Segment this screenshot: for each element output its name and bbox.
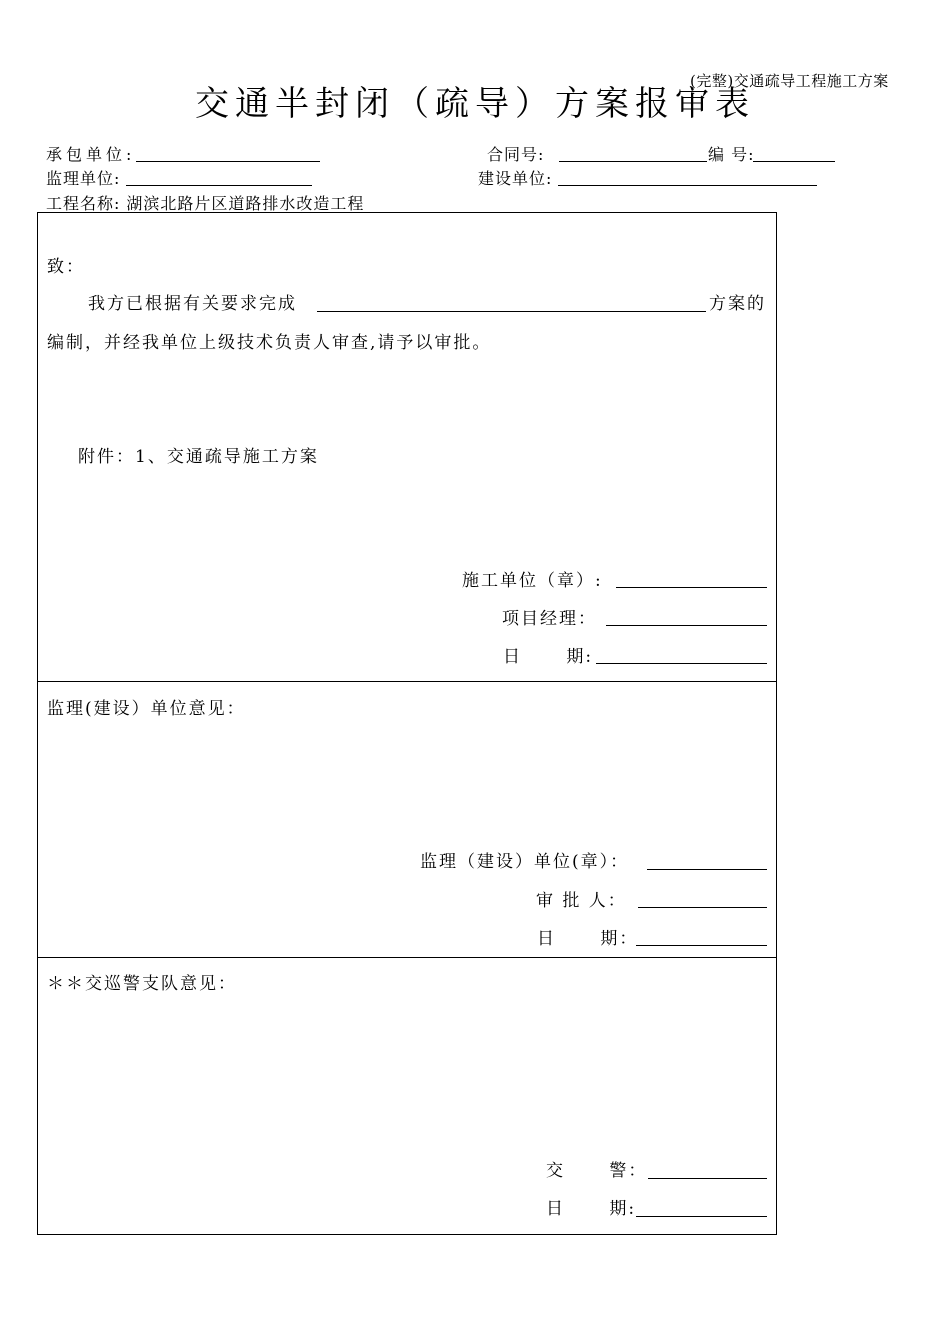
project-name: 湖滨北路片区道路排水改造工程 bbox=[126, 194, 365, 213]
police-date-field[interactable] bbox=[636, 1216, 767, 1217]
to-label: 致： bbox=[47, 257, 85, 277]
sign-manager-label: 项目经理： bbox=[502, 609, 597, 629]
supervision-date-label: 日 期： bbox=[537, 929, 639, 949]
police-heading: ＊＊交巡警支队意见： bbox=[47, 974, 237, 994]
contractor-label bbox=[46, 142, 132, 165]
sign-manager-field[interactable] bbox=[606, 625, 767, 626]
approver-label: 审 批 人： bbox=[536, 891, 627, 911]
serial-no-field[interactable] bbox=[753, 161, 835, 162]
attachment: 附件：1、交通疏导施工方案 bbox=[78, 447, 319, 467]
owner-label: 建设单位: bbox=[478, 169, 553, 188]
police-date-label: 日 期: bbox=[546, 1199, 637, 1219]
contract-no-field[interactable] bbox=[559, 161, 707, 162]
header-note: (完整)交通疏导工程施工方案 bbox=[690, 72, 889, 90]
police-label: 交 警： bbox=[546, 1161, 648, 1181]
body-prefix: 我方已根据有关要求完成 bbox=[88, 294, 297, 314]
contractor-label-text: 承包单位 bbox=[46, 145, 127, 164]
supervision-heading: 监理(建设）单位意见： bbox=[47, 699, 246, 719]
serial-no-label: 编 号: bbox=[708, 145, 755, 164]
sign-date-field[interactable] bbox=[596, 663, 767, 664]
project-label: 工程名称: bbox=[46, 194, 121, 213]
body-line2: 编制，并经我单位上级技术负责人审查,请予以审批。 bbox=[47, 333, 492, 353]
project-row bbox=[46, 191, 364, 214]
body-suffix: 方案的 bbox=[709, 294, 766, 314]
supervisor-field[interactable] bbox=[126, 185, 312, 186]
supervisor-label: 监理单位: bbox=[46, 169, 121, 188]
plan-name-field[interactable] bbox=[317, 311, 706, 312]
contract-no-label: 合同号: bbox=[487, 145, 545, 164]
supervision-unit-label: 监理（建设）单位(章）： bbox=[420, 852, 630, 872]
approver-field[interactable] bbox=[638, 907, 767, 908]
colon: : bbox=[126, 145, 133, 164]
section-supervision bbox=[37, 681, 777, 958]
page-title: 交通半封闭（疏导）方案报审表 bbox=[195, 84, 755, 124]
sign-unit-field[interactable] bbox=[616, 587, 767, 588]
sign-date-label: 日 期: bbox=[503, 647, 594, 667]
owner-field[interactable] bbox=[558, 185, 817, 186]
supervision-date-field[interactable] bbox=[636, 945, 767, 946]
supervision-unit-field[interactable] bbox=[647, 869, 767, 870]
police-field[interactable] bbox=[648, 1178, 767, 1179]
contractor-field[interactable] bbox=[136, 161, 320, 162]
section-traffic-police bbox=[37, 957, 777, 1235]
sign-unit-label: 施工单位（章）: bbox=[462, 571, 603, 591]
